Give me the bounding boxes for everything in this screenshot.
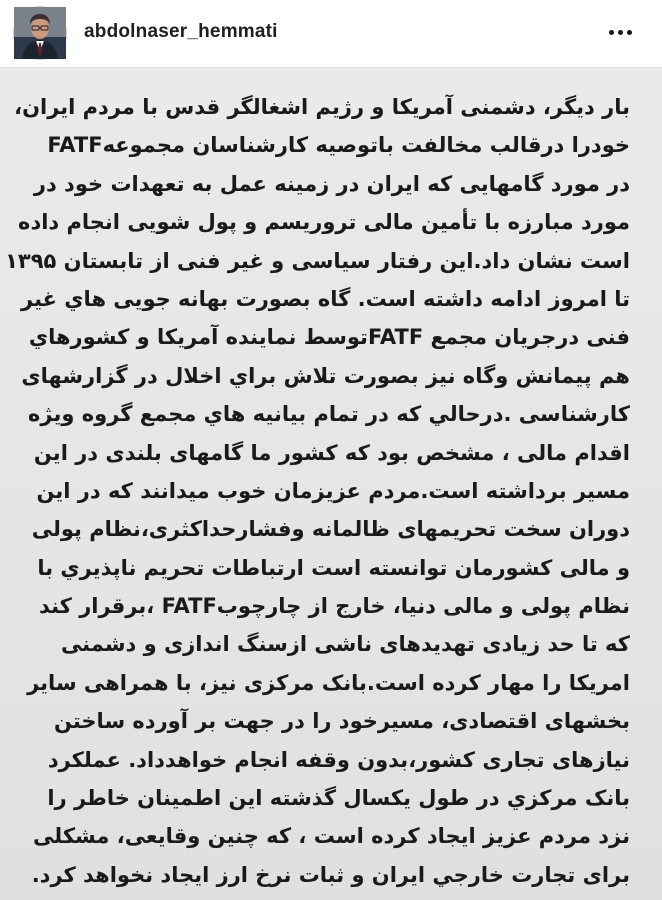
text-line: مسیر برداشته است.مردم عزیزمان خوب میدانند که در این <box>36 478 630 503</box>
profile-avatar[interactable] <box>14 7 66 59</box>
text-line: امریکا را مهار کرده است.بانک مرکزی نیز، با همراهی سایر <box>27 670 630 695</box>
text-line: مورد مبارزه با تأمین مالی تروریسم و پول شویی انجام داده <box>18 210 630 235</box>
text-line: و مالی کشورمان توانسته است ارتباطات تحریم ناپذیري با <box>37 555 630 580</box>
post-image <box>0 68 662 900</box>
text-line: بانک مرکزي در طول یکسال گذشته این اطمینان خاطر را <box>47 786 630 811</box>
username[interactable]: abdolnaser_hemmati <box>84 21 278 42</box>
post-text <box>5 88 630 894</box>
text-line: که تا حد زیادی تهدیدهای ناشی ازسنگ اندازی و دشمنی <box>60 632 630 657</box>
text-line: بخشهای اقتصادی، مسیرخود را در جهت بر آورده ساختن <box>53 709 630 734</box>
text-line: تا امروز ادامه داشته است. گاه بصورت بهانه جویی هاي غیر <box>21 286 630 311</box>
text-line: کارشناسی .درحالي که در تمام بیانیه هاي مجمع گروه ویژه <box>28 402 630 427</box>
text-line: در مورد گامهایی که ایران در زمینه عمل به تعهدات خود در <box>33 171 630 196</box>
text-line: نزد مردم عزیز ایجاد کرده است ، که چنین وقایعی، مشکلی <box>33 824 630 849</box>
text-line: هم پیمانش وگاه نیز بصورت تلاش براي اخلال در گزارشهای <box>21 363 630 388</box>
text-line: است نشان داد.این رفتار سیاسی و غیر فنی از تابستان ۱۳۹۵ <box>5 248 630 273</box>
profile-photo-icon <box>14 7 66 59</box>
text-line: اقدام مالی ، مشخص بود که کشور ما گامهای بلندی در این <box>33 440 630 465</box>
text-line: فنی درجریان مجمع FATFتوسط نماینده آمریکا و کشورهاي <box>28 325 630 350</box>
post-header <box>0 0 662 68</box>
text-line: نیازهای تجاری کشور،بدون وقفه انجام خواهدداد. عملکرد <box>47 747 630 772</box>
text-line: خودرا درقالب مخالفت باتوصیه کارشناسان مجموعهFATF <box>47 133 630 158</box>
text-line: نظام پولی و مالی دنیا، خارج از چارچوبFATF ،برقرار کند <box>38 594 630 619</box>
more-options-icon[interactable] <box>606 28 636 38</box>
text-line: بار دیگر، دشمنی آمریکا و رژیم اشغالگر قدس با مردم ایران، <box>14 95 630 119</box>
text-line: برای تجارت خارجي ایران و ثبات نرخ ارز ایجاد نخواهد کرد. <box>31 862 630 887</box>
text-line: دوران سخت تحریمهای ظالمانه وفشارحداکثری،نظام پولی <box>31 517 630 542</box>
